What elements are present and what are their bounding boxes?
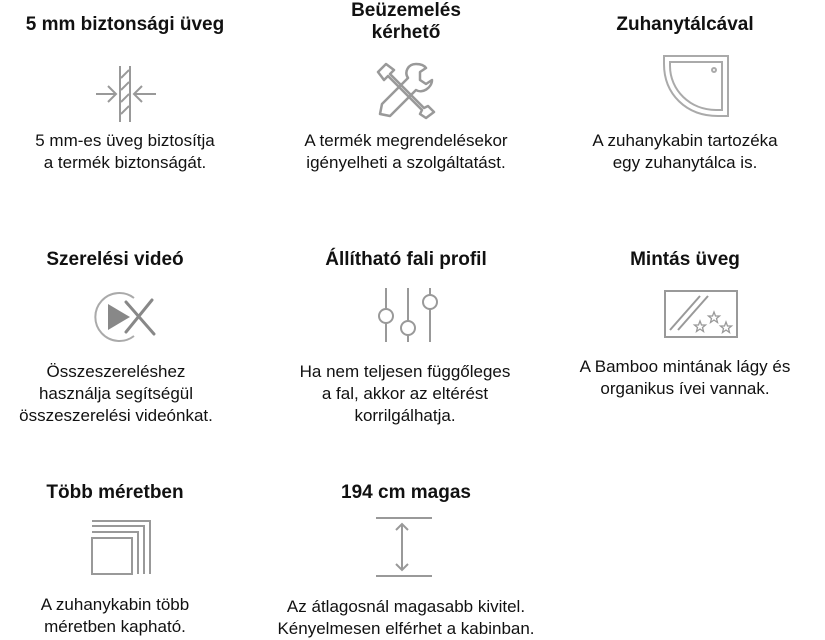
feature-height: [281, 482, 531, 504]
adjustable-profile-icon: [372, 284, 440, 344]
feature-desc-line: A Bamboo mintának lágy és: [579, 357, 791, 376]
feature-adjustable-profile: [281, 249, 531, 271]
patterned-glass-icon: [664, 290, 738, 338]
feature-title: Mintás üveg: [630, 249, 740, 270]
feature-adjustable-profile-desc: [278, 361, 532, 427]
feature-multiple-sizes: [0, 482, 230, 504]
feature-desc-line: A zuhanykabin tartozéka: [592, 131, 778, 150]
sizes-icon: [88, 520, 154, 576]
feature-patterned-glass-desc: [560, 356, 810, 400]
feature-desc-line: Kényelmesen elférhet a kabinban.: [277, 619, 535, 638]
feature-title: Több méretben: [46, 482, 184, 503]
tools-icon: [374, 60, 438, 120]
feature-desc-line: Ha nem teljesen függőleges: [299, 362, 511, 381]
feature-desc-line: korrilgálhatja.: [354, 406, 456, 425]
feature-title: Állítható fali profil: [325, 249, 487, 270]
feature-installation-desc: [281, 130, 531, 174]
feature-multiple-sizes-desc: [0, 594, 230, 638]
glass-thickness-icon: [94, 64, 158, 124]
feature-desc-line: méretben kapható.: [44, 617, 186, 636]
feature-safety-glass: [0, 14, 250, 36]
video-tools-icon: [88, 288, 158, 346]
feature-desc-line: Összeszereléshez: [46, 362, 186, 381]
feature-safety-glass-desc: [0, 130, 250, 174]
feature-patterned-glass: [580, 249, 790, 271]
feature-title: kérhető: [371, 22, 441, 43]
feature-desc-line: használja segítségül: [38, 384, 194, 403]
feature-shower-tray-desc: [560, 130, 810, 174]
feature-shower-tray: [560, 14, 810, 36]
feature-assembly-video: [0, 249, 230, 271]
feature-desc-line: A zuhanykabin több: [40, 595, 190, 614]
feature-assembly-video-desc: [0, 361, 232, 427]
feature-title: 5 mm biztonsági üveg: [25, 14, 225, 35]
feature-desc-line: a fal, akkor az eltérést: [321, 384, 489, 403]
feature-installation: [281, 0, 531, 44]
feature-title: Zuhanytálcával: [616, 14, 754, 35]
feature-desc-line: Az átlagosnál magasabb kivitel.: [286, 597, 526, 616]
feature-desc-line: összeszerelési videónkat.: [19, 406, 213, 425]
feature-desc-line: organikus ívei vannak.: [600, 379, 770, 398]
feature-desc-line: 5 mm-es üveg biztosítja: [35, 131, 215, 150]
shower-tray-icon: [660, 52, 732, 120]
feature-title: Szerelési videó: [46, 249, 184, 270]
feature-desc-line: egy zuhanytálca is.: [612, 153, 758, 172]
feature-height-desc: [256, 596, 556, 640]
feature-desc-line: A termék megrendelésekor: [304, 131, 508, 150]
feature-title: 194 cm magas: [341, 482, 471, 503]
feature-desc-line: a termék biztonságát.: [43, 153, 207, 172]
feature-title: Beüzemelés: [351, 0, 461, 21]
height-icon: [374, 514, 434, 580]
feature-desc-line: igényelheti a szolgáltatást.: [306, 153, 506, 172]
